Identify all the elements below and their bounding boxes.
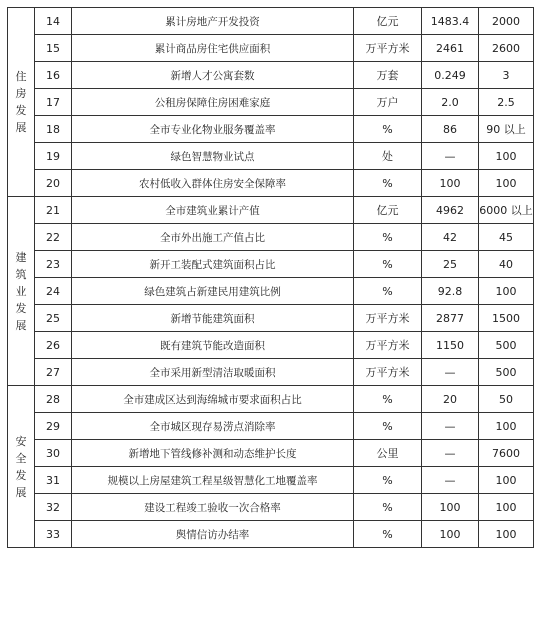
- indicator-name: 累计商品房住宅供应面积: [72, 35, 354, 62]
- target-value: 7600: [479, 440, 534, 467]
- unit-cell: 亿元: [354, 8, 422, 35]
- row-number: 20: [35, 170, 72, 197]
- indicator-name: 绿色智慧物业试点: [72, 143, 354, 170]
- table-row: [8, 224, 534, 251]
- indicator-name: 累计房地产开发投资: [72, 8, 354, 35]
- target-value: 100: [479, 494, 534, 521]
- indicator-name: 新增地下管线修补测和动态维护长度: [72, 440, 354, 467]
- base-value: 4962: [422, 197, 479, 224]
- unit-cell: 万套: [354, 62, 422, 89]
- unit-cell: %: [354, 116, 422, 143]
- indicator-name: 规模以上房屋建筑工程星级智慧化工地覆盖率: [72, 467, 354, 494]
- row-number: 22: [35, 224, 72, 251]
- category-cell: [8, 8, 35, 197]
- indicator-name: 新增人才公寓套数: [72, 62, 354, 89]
- row-number: 16: [35, 62, 72, 89]
- indicator-name: 农村低收入群体住房安全保障率: [72, 170, 354, 197]
- target-value: 100: [479, 278, 534, 305]
- indicator-name: 舆情信访办结率: [72, 521, 354, 548]
- unit-cell: 万平方米: [354, 35, 422, 62]
- unit-cell: 亿元: [354, 197, 422, 224]
- base-value: 1483.4: [422, 8, 479, 35]
- unit-cell: %: [354, 467, 422, 494]
- table-row: [8, 143, 534, 170]
- indicator-name: 全市建筑业累计产值: [72, 197, 354, 224]
- target-value: 45: [479, 224, 534, 251]
- target-value: 100: [479, 467, 534, 494]
- category-label: 安全发展: [15, 434, 27, 499]
- target-value: 2.5: [479, 89, 534, 116]
- target-value: 2600: [479, 35, 534, 62]
- base-value: 2877: [422, 305, 479, 332]
- unit-cell: %: [354, 170, 422, 197]
- base-value: 100: [422, 494, 479, 521]
- unit-cell: 公里: [354, 440, 422, 467]
- table-row: [8, 251, 534, 278]
- unit-cell: %: [354, 386, 422, 413]
- row-number: 14: [35, 8, 72, 35]
- base-value: —: [422, 143, 479, 170]
- unit-cell: 万平方米: [354, 359, 422, 386]
- row-number: 29: [35, 413, 72, 440]
- base-value: 100: [422, 170, 479, 197]
- base-value: 20: [422, 386, 479, 413]
- base-value: 0.249: [422, 62, 479, 89]
- row-number: 31: [35, 467, 72, 494]
- base-value: —: [422, 359, 479, 386]
- category-label: 建筑业发展: [15, 250, 27, 332]
- base-value: 2.0: [422, 89, 479, 116]
- row-number: 28: [35, 386, 72, 413]
- indicator-name: 绿色建筑占新建民用建筑比例: [72, 278, 354, 305]
- base-value: 25: [422, 251, 479, 278]
- target-value: 3: [479, 62, 534, 89]
- base-value: 42: [422, 224, 479, 251]
- row-number: 27: [35, 359, 72, 386]
- target-value: 2000: [479, 8, 534, 35]
- indicator-name: 既有建筑节能改造面积: [72, 332, 354, 359]
- table-row: [8, 521, 534, 548]
- unit-cell: 万平方米: [354, 305, 422, 332]
- category-label: 住房发展: [15, 70, 27, 134]
- base-value: —: [422, 413, 479, 440]
- row-number: 32: [35, 494, 72, 521]
- indicator-name: 公租房保障住房困难家庭: [72, 89, 354, 116]
- target-value: 500: [479, 359, 534, 386]
- category-cell: [8, 386, 35, 548]
- table-row: [8, 386, 534, 413]
- indicator-name: 全市建成区达到海绵城市要求面积占比: [72, 386, 354, 413]
- table-row: [8, 170, 534, 197]
- unit-cell: %: [354, 413, 422, 440]
- table-row: [8, 359, 534, 386]
- row-number: 23: [35, 251, 72, 278]
- target-value: 100: [479, 413, 534, 440]
- unit-cell: %: [354, 494, 422, 521]
- row-number: 19: [35, 143, 72, 170]
- row-number: 26: [35, 332, 72, 359]
- unit-cell: 万平方米: [354, 332, 422, 359]
- category-cell: [8, 197, 35, 386]
- row-number: 25: [35, 305, 72, 332]
- table-row: [8, 278, 534, 305]
- target-value: 100: [479, 521, 534, 548]
- table-row: [8, 8, 534, 35]
- indicator-name: 新开工装配式建筑面积占比: [72, 251, 354, 278]
- table-row: [8, 467, 534, 494]
- target-value: 100: [479, 143, 534, 170]
- unit-cell: %: [354, 251, 422, 278]
- indicator-table: [7, 7, 534, 548]
- table-row: [8, 413, 534, 440]
- unit-cell: %: [354, 521, 422, 548]
- target-value: 100: [479, 170, 534, 197]
- table-row: [8, 197, 534, 224]
- indicator-name: 全市采用新型清洁取暖面积: [72, 359, 354, 386]
- base-value: —: [422, 467, 479, 494]
- target-value: 90 以上: [479, 116, 534, 143]
- base-value: 1150: [422, 332, 479, 359]
- target-value: 1500: [479, 305, 534, 332]
- row-number: 17: [35, 89, 72, 116]
- target-value: 500: [479, 332, 534, 359]
- unit-cell: %: [354, 278, 422, 305]
- base-value: 92.8: [422, 278, 479, 305]
- table-row: [8, 332, 534, 359]
- base-value: 2461: [422, 35, 479, 62]
- row-number: 15: [35, 35, 72, 62]
- table-row: [8, 440, 534, 467]
- row-number: 18: [35, 116, 72, 143]
- table-row: [8, 35, 534, 62]
- row-number: 33: [35, 521, 72, 548]
- table-row: [8, 62, 534, 89]
- row-number: 30: [35, 440, 72, 467]
- base-value: 100: [422, 521, 479, 548]
- table-row: [8, 305, 534, 332]
- table-row: [8, 494, 534, 521]
- unit-cell: 处: [354, 143, 422, 170]
- target-value: 40: [479, 251, 534, 278]
- target-value: 50: [479, 386, 534, 413]
- unit-cell: %: [354, 224, 422, 251]
- base-value: —: [422, 440, 479, 467]
- indicator-name: 全市城区现存易涝点消除率: [72, 413, 354, 440]
- indicator-name: 全市外出施工产值占比: [72, 224, 354, 251]
- target-value: 6000 以上: [479, 197, 534, 224]
- unit-cell: 万户: [354, 89, 422, 116]
- row-number: 24: [35, 278, 72, 305]
- table-row: [8, 116, 534, 143]
- table-row: [8, 89, 534, 116]
- indicator-name: 新增节能建筑面积: [72, 305, 354, 332]
- base-value: 86: [422, 116, 479, 143]
- row-number: 21: [35, 197, 72, 224]
- indicator-name: 全市专业化物业服务覆盖率: [72, 116, 354, 143]
- indicator-name: 建设工程竣工验收一次合格率: [72, 494, 354, 521]
